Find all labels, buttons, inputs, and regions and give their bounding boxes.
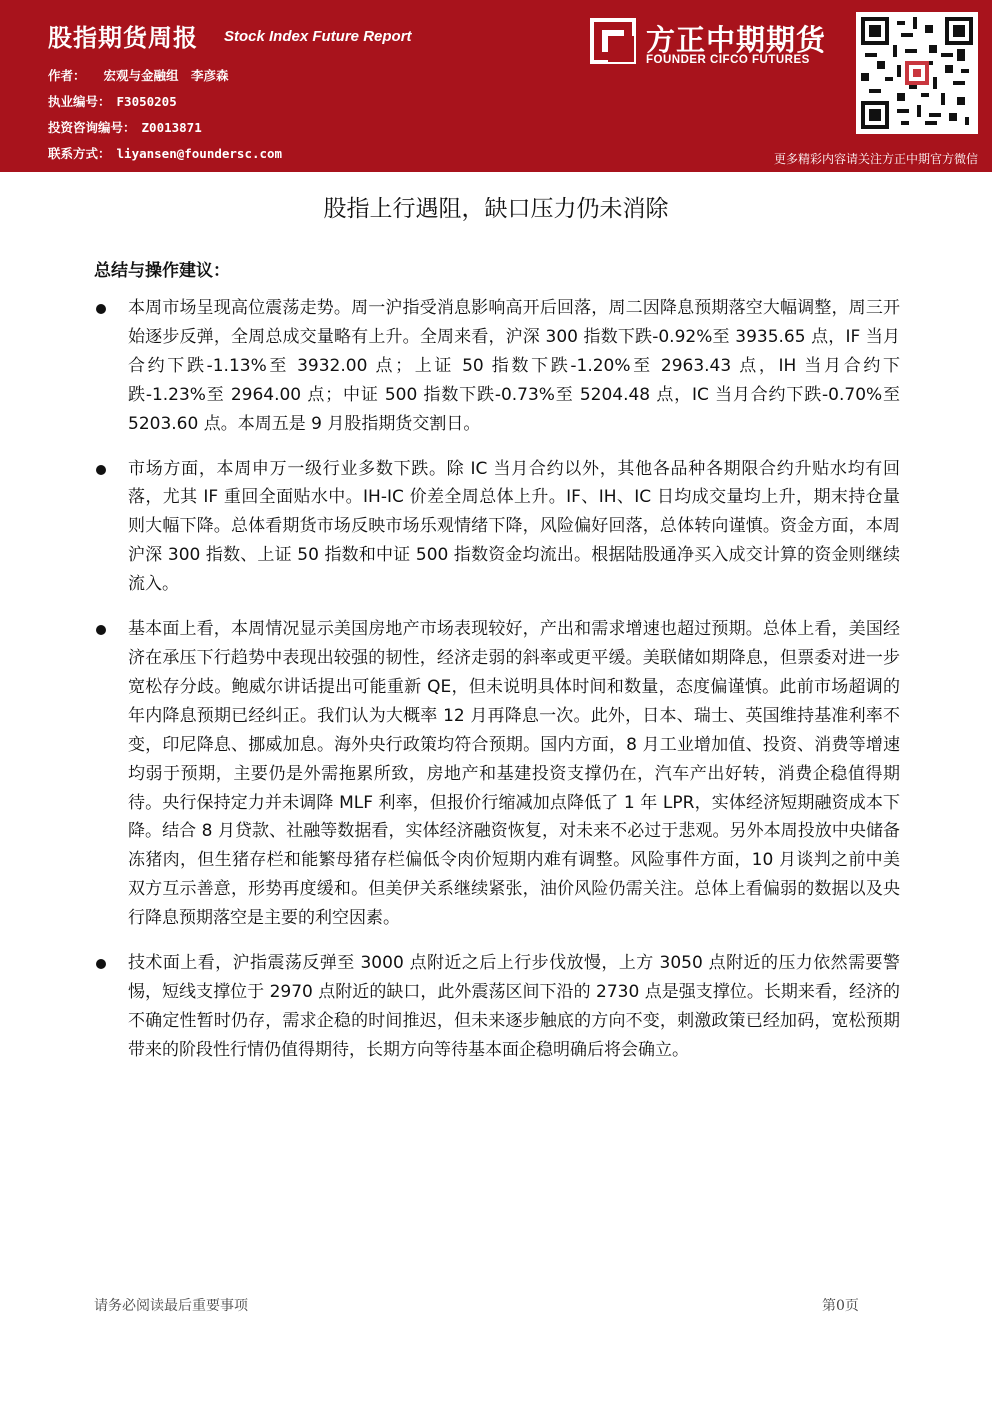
contact-value: liyansen@foundersc.com — [116, 146, 283, 161]
advisor-value: Z0013871 — [141, 120, 202, 135]
license-label: 执业编号： — [48, 94, 111, 109]
bullet-market-review — [94, 294, 900, 439]
section-title: 总结与操作建议： — [94, 261, 230, 281]
bullet-dot-icon — [96, 465, 106, 475]
advisor-line — [48, 118, 202, 136]
bullet-text: 基本面上看，本周情况显示美国房地产市场表现较好，产出和需求增速也超过预期。总体上看，美国经济在承压下行趋势中表现出较强的韧性，经济走弱的斜率或更平缓。美联储如期降息，但票委对进一步宽松存分歧。鲍威尔讲话提出可能重新 QE，但未说明具体时间和数量，态度偏谨慎。此前市场超调的年内降息预期已经纠正。我们认为大概率 12 月再降息一次。此外，日本、瑞士、英国维持基准利率不变，印尼降息、挪威加息。海外央行政策均符合预期。国内方面，8 月工业增加值、投资、消费等增速均弱于预期，主要仍是外需拖累所致，房地产和基建投资支撑仍在，汽车产出好转，消费企稳值得期待。央行保持定力并未调降 MLF 利率，但报价行缩减加点降低了 1 年 LPR，实体经济短期融资成本下降。结合 8 月贷款、社融等数据看，实体经济融资恢复，对未来不必过于悲观。另外本周投放中央储备冻猪肉，但生猪存栏和能繁母猪存栏偏低令肉价短期内难有调整。风险事件方面，10 月谈判之前中美双方互示善意，形势再度缓和。但美伊关系继续紧张，油价风险仍需关注。总体上看偏弱的数据以及央行降息预期落空是主要的利空因素。 — [128, 619, 900, 929]
license-line — [48, 92, 177, 110]
summary-bullet-list — [94, 294, 900, 1081]
bullet-technicals — [94, 949, 900, 1065]
bullet-dot-icon — [96, 304, 106, 314]
qr-code-icon — [856, 12, 978, 134]
footer-notice: 请务必阅读最后重要事项 — [94, 1298, 248, 1314]
bullet-text: 技术面上看，沪指震荡反弹至 3000 点附近之后上行步伐放慢，上方 3050 点附近的压力依然需要警惕，短线支撑位于 2970 点附近的缺口，此外震荡区间下沿的 2730 点是强支撑位。长期来看，经济的不确定性暂时仍存，需求企稳的时间推迟，但未来逐步触底的方向不变，刺激政策已经加码，宽松预期带来的阶段性行情仍值得期待，长期方向等待基本面企稳明确后将会确立。 — [128, 953, 900, 1060]
contact-label: 联系方式： — [48, 146, 111, 161]
bullet-text: 本周市场呈现高位震荡走势。周一沪指受消息影响高开后回落，周二因降息预期落空大幅调整，周三开始逐步反弹，全周总成交量略有上升。全周来看，沪深 300 指数下跌-0.92%至 3935.65 点，IF 当月合约下跌-1.13%至 3932.00 点；上证 50 指数下跌-1.20%至 2963.43 点，IH 当月合约下跌-1.23%至 2964.00 点；中证 500 指数下跌-0.73%至 5204.48 点，IC 当月合约下跌-0.70%至 5203.60 点。本周五是 9 月股指期货交割日。 — [128, 298, 900, 434]
company-logo — [590, 16, 848, 70]
report-title-en: Stock Index Future Report — [224, 28, 412, 45]
report-title-cn: 股指期货周报 — [48, 24, 198, 52]
founder-logo-icon — [590, 18, 636, 64]
logo-text-cn: 方正中期期货 — [646, 23, 827, 57]
author-line — [48, 66, 229, 84]
advisor-label: 投资咨询编号： — [48, 120, 136, 135]
page-number: 第0页 — [822, 1298, 859, 1314]
bullet-dot-icon — [96, 625, 106, 635]
bullet-fundamentals — [94, 615, 900, 933]
bullet-text: 市场方面，本周申万一级行业多数下跌。除 IC 当月合约以外，其他各品种各期限合约升贴水均有回落，尤其 IF 重回全面贴水中。IH-IC 价差全周总体上升。IF、IH、IC 日均成交量均上升，期末持仓量则大幅下降。总体看期货市场反映市场乐观情绪下降，风险偏好回落，总体转向谨慎。资金方面，本周沪深 300 指数、上证 50 指数和中证 500 指数资金均流出。根据陆股通净买入成交计算的资金则继续流入。 — [128, 458, 900, 595]
author-label: 作者： — [48, 68, 86, 83]
follow-wechat-text: 更多精彩内容请关注方正中期官方微信 — [773, 152, 978, 166]
bullet-dot-icon — [96, 959, 106, 969]
logo-text-en: FOUNDER CIFCO FUTURES — [646, 54, 810, 66]
author-value: 宏观与金融组 李彦森 — [103, 68, 229, 83]
bullet-market-aspects — [94, 455, 900, 600]
report-headline: 股指上行遇阻，缺口压力仍未消除 — [323, 196, 669, 222]
license-value: F3050205 — [116, 94, 177, 109]
report-header — [0, 0, 992, 172]
contact-line — [48, 144, 282, 162]
